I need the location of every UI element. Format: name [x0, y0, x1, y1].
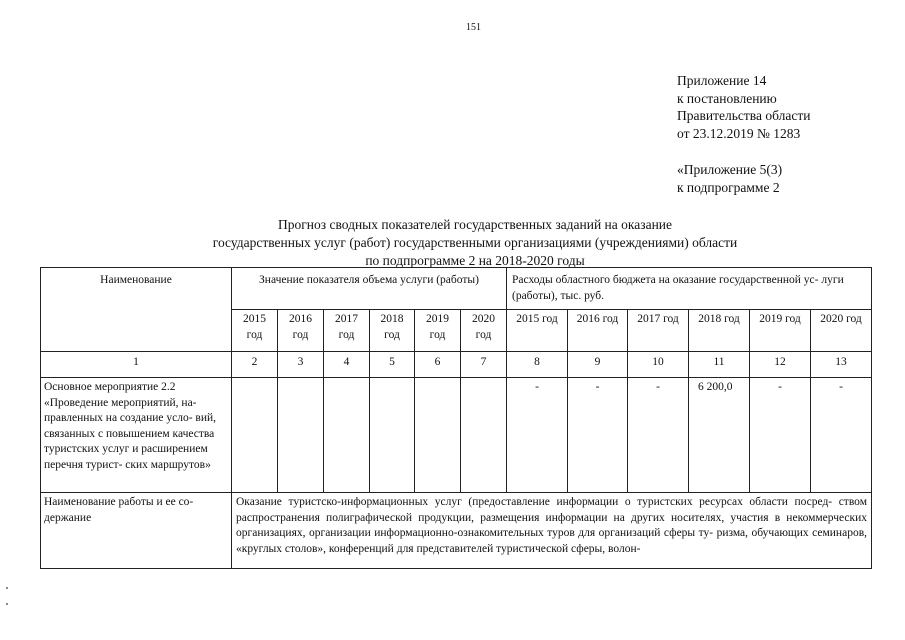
- document-title: [120, 216, 830, 270]
- appendix-line: «Приложение 5(3): [677, 162, 783, 177]
- column-number: 5: [370, 352, 415, 378]
- column-number: 12: [750, 352, 811, 378]
- volume-value: [461, 378, 507, 493]
- volume-value: [278, 378, 324, 493]
- column-number-row: [41, 352, 872, 378]
- volume-value: [324, 378, 370, 493]
- appendix-line: к подпрограмме 2: [677, 179, 780, 195]
- column-number: 6: [415, 352, 461, 378]
- header-volume-year: 2019 год: [415, 310, 461, 352]
- column-number: 9: [568, 352, 628, 378]
- column-number: 4: [324, 352, 370, 378]
- column-number: 13: [811, 352, 872, 378]
- header-volume-year: 2015 год: [232, 310, 278, 352]
- forecast-table: [40, 267, 872, 569]
- appendix-line: Приложение 14: [677, 73, 767, 88]
- budget-value: -: [811, 378, 872, 493]
- appendix-gap: [677, 142, 810, 161]
- header-volume-year: 2017 год: [324, 310, 370, 352]
- budget-value: -: [750, 378, 811, 493]
- column-number: 11: [689, 352, 750, 378]
- activity-name: Основное мероприятие 2.2 «Проведение мероприятий, на- правленных на создание усло- вий, связанных с повышением качества туристских услуг и расширением перечня турист- ских маршрутов»: [41, 378, 232, 493]
- header-volume-group: Значение показателя объема услуги (работы): [232, 268, 507, 310]
- appendix-line: от 23.12.2019 № 1283: [677, 125, 801, 141]
- work-row: [41, 493, 872, 569]
- header-volume-year: 2016 год: [278, 310, 324, 352]
- scan-mark: [6, 603, 8, 605]
- volume-value: [415, 378, 461, 493]
- header-budget-year: 2020 год: [811, 310, 872, 352]
- scan-mark: [6, 587, 8, 589]
- page-number: 151: [466, 22, 481, 33]
- budget-value: -: [507, 378, 568, 493]
- header-volume-year: 2018 год: [370, 310, 415, 352]
- header-budget-year: 2015 год: [507, 310, 568, 352]
- column-number: 2: [232, 352, 278, 378]
- column-number: 8: [507, 352, 568, 378]
- title-line: Прогноз сводных показателей государственных заданий на оказание: [277, 217, 673, 232]
- work-name: Наименование работы и ее со- держание: [41, 493, 232, 569]
- budget-value: 6 200,0: [689, 378, 750, 493]
- volume-value: [232, 378, 278, 493]
- title-line: по подпрограмме 2 на 2018-2020 годы: [365, 253, 585, 268]
- budget-value: -: [568, 378, 628, 493]
- appendix-line: к постановлению: [677, 90, 777, 106]
- header-budget-group: Расходы областного бюджета на оказание государственной ус- луги (работы), тыс. руб.: [507, 268, 872, 310]
- column-number: 7: [461, 352, 507, 378]
- header-budget-year: 2016 год: [568, 310, 628, 352]
- header-volume-year: 2020 год: [461, 310, 507, 352]
- appendix-block: [677, 72, 810, 196]
- header-budget-year: 2019 год: [750, 310, 811, 352]
- column-number: 10: [628, 352, 689, 378]
- volume-value: [370, 378, 415, 493]
- budget-value: -: [628, 378, 689, 493]
- work-description: Оказание туристско-информационных услуг (предоставление информации о туристских ресурсах области посред- ством распространения полиграфической продукции, размещения информации на других носителях, участия в некоммерческих организациях, организации информационно-ознакомительных туров для организаций сферы ту- ризма, обучающих семинаров, «круглых столов», конференций для представителей туристической сферы, волон-: [232, 493, 872, 569]
- title-line: государственных услуг (работ) государственными организациями (учреждениями) области: [212, 235, 738, 250]
- header-budget-year: 2018 год: [689, 310, 750, 352]
- column-number: 3: [278, 352, 324, 378]
- header-name: Наименование: [41, 268, 232, 352]
- header-budget-year: 2017 год: [628, 310, 689, 352]
- appendix-line: Правительства области: [677, 108, 811, 123]
- header-row: [41, 268, 872, 310]
- column-number: 1: [41, 352, 232, 378]
- table-row: [41, 378, 872, 493]
